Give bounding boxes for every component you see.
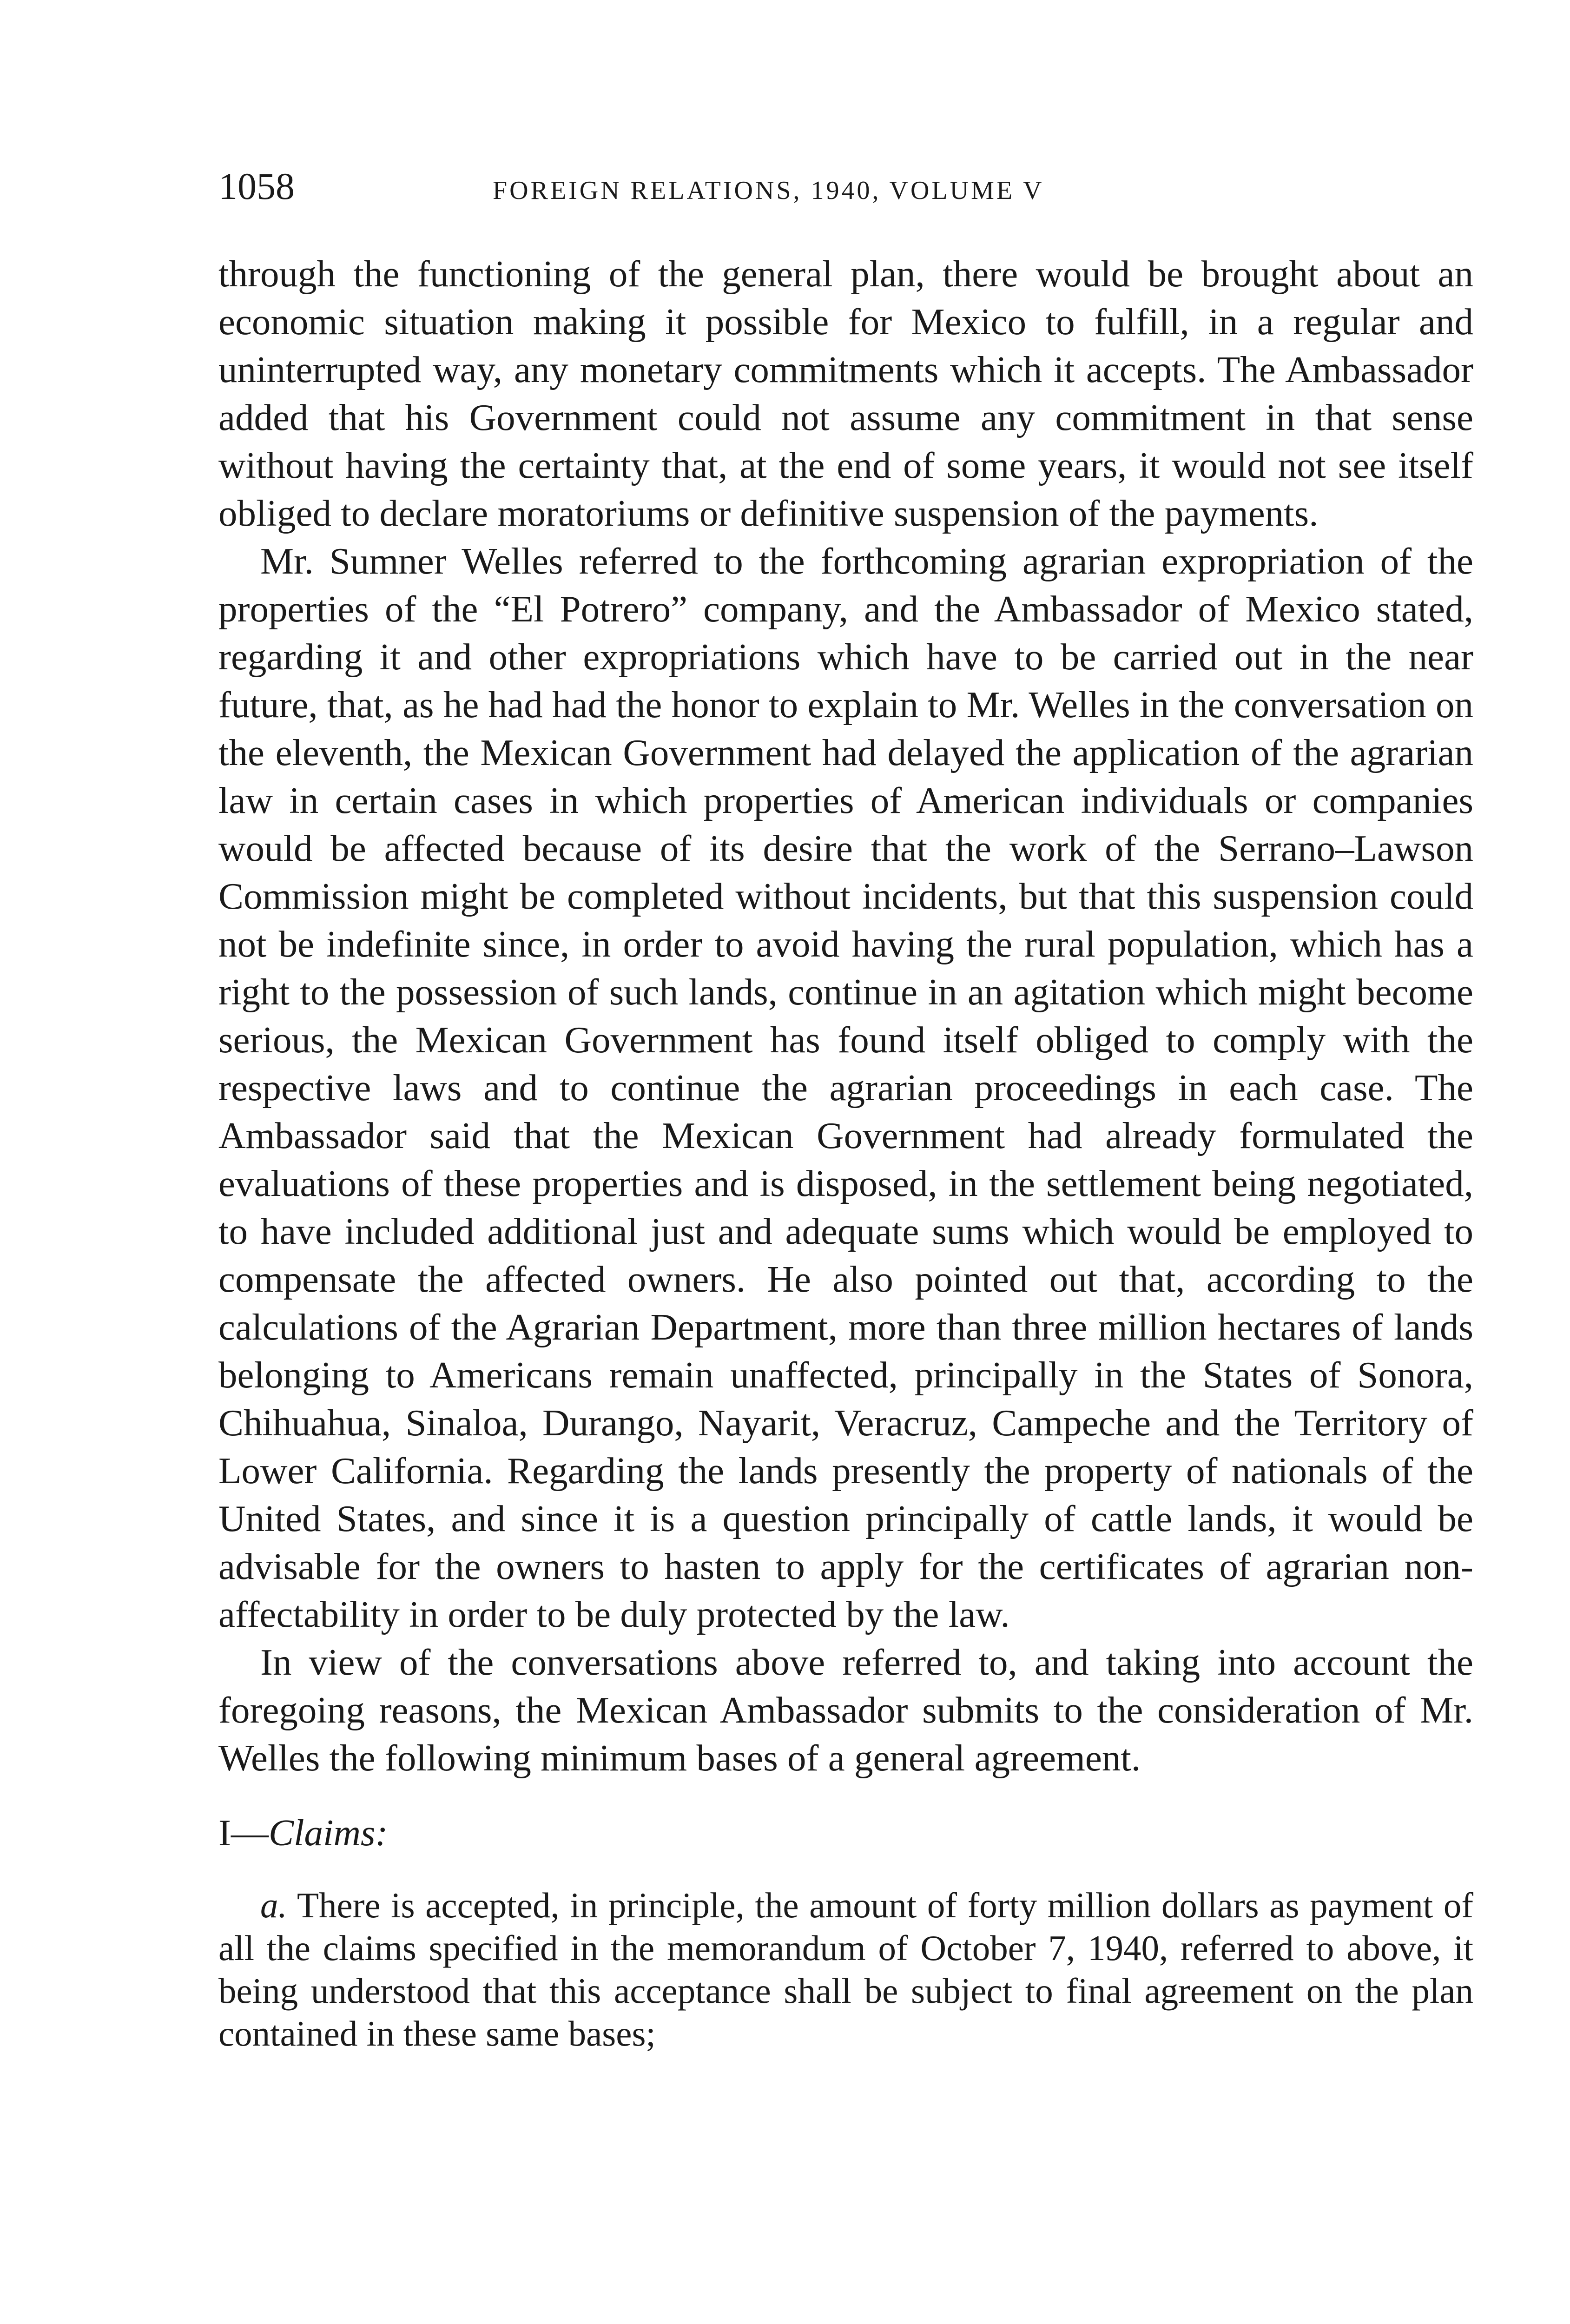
paragraph-continuation: through the functioning of the general plan, there would be brought about an economic situation making it possible for Mexico to fulfill, in a regular and uninterrupted way, any monetary commitments which it accepts. The Ambassador added that his Government could not assume any commitment in that sense without having the certainty that, at the end of some years, it would not see itself obliged to declare moratoriums or definitive suspension of the payments. [218, 253, 1473, 534]
running-title: FOREIGN RELATIONS, 1940, VOLUME V [493, 176, 1044, 205]
section-number: I— [218, 1812, 269, 1854]
running-header [218, 167, 1473, 223]
item-label: a. [260, 1885, 287, 1925]
section-title: Claims: [268, 1812, 388, 1854]
page-number: 1058 [218, 165, 295, 207]
section-heading-claims [218, 1809, 1473, 1857]
paragraph-minimum-bases: In view of the conversations above referred to, and taking into account the foregoing reasons, the Mexican Ambassador submits to the consideration of Mr. Welles the following minimum bases of a general agreement. [218, 1641, 1473, 1779]
list-item [218, 1884, 1473, 2055]
item-text: There is accepted, in principle, the amount of forty million dollars as payment of all the claims specified in the memorandum of October 7, 1940, referred to above, it being understood that this acceptance shall be subject to final agreement on the plan contained in these same bases; [218, 1885, 1473, 2053]
body-text [218, 250, 1473, 2055]
document-page [218, 167, 1473, 2055]
paragraph-el-potrero: Mr. Sumner Welles referred to the forthcoming agrarian expropriation of the properties of the “El Potrero” company, and the Ambassador of Mexico stated, regarding it and other expropriations which have to be carried out in the near future, that, as he had had the honor to explain to Mr. Welles in the conversation on the eleventh, the Mexican Government had delayed the application of the agrarian law in certain cases in which properties of American individuals or companies would be affected because of its desire that the work of the Serrano–Lawson Commission might be completed without incidents, but that this suspension could not be indefinite since, in order to avoid having the rural population, which has a right to the possession of such lands, continue in an agitation which might become serious, the Mexican Government has found itself obliged to comply with the respective laws and to continue the agrarian proceedings in each case. The Ambassador said that the Mexican Government had already formulated the evaluations of these properties and is disposed, in the settlement being negotiated, to have included additional just and adequate sums which would be employed to compensate the affected owners. He also pointed out that, according to the calculations of the Agrarian Department, more than three million hectares of lands belonging to Americans remain unaffected, principally in the States of Sonora, Chihuahua, Sinaloa, Durango, Nayarit, Veracruz, Campeche and the Territory of Lower California. Regarding the lands presently the property of nationals of the United States, and since it is a question principally of cattle lands, it would be advisable for the owners to hasten to apply for the certificates of agrarian non-affectability in order to be duly protected by the law. [218, 540, 1473, 1635]
